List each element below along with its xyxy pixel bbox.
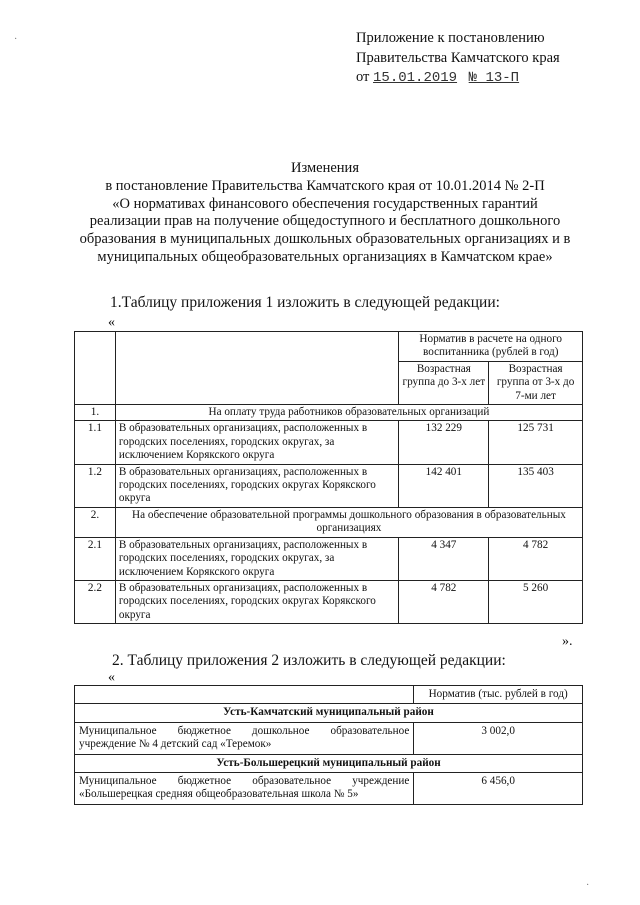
table1-header-empty-text bbox=[115, 332, 399, 405]
row-number: 2.2 bbox=[75, 580, 116, 623]
institution-name: Муниципальное бюджетное дошкольное образовательное учреждение № 4 детский сад «Теремок» bbox=[75, 722, 414, 754]
annex-date-line bbox=[356, 68, 626, 89]
table-row bbox=[75, 464, 583, 507]
institution-norm: 3 002,0 bbox=[414, 722, 583, 754]
table1-col-age-3-7: Возрастная группа от 3-х до 7-ми лет bbox=[489, 361, 583, 404]
table1-group-row bbox=[75, 507, 583, 537]
table2-district-row bbox=[75, 754, 583, 772]
district-title: Усть-Камчатский муниципальный район bbox=[75, 704, 583, 722]
annex-date: 15.01.2019 bbox=[373, 70, 458, 86]
table-row bbox=[75, 537, 583, 580]
row-number: 1.1 bbox=[75, 421, 116, 464]
annex-date-prefix: от bbox=[356, 69, 370, 85]
table-2 bbox=[74, 685, 583, 805]
row-text: В образовательных организациях, расположенных в городских поселениях, городских округах Корякского округа bbox=[115, 464, 399, 507]
table2-header-row bbox=[75, 686, 583, 704]
row-value-0-3: 4 782 bbox=[399, 580, 489, 623]
table1-header-empty-num bbox=[75, 332, 116, 405]
table1-header-row bbox=[75, 332, 583, 362]
table-row bbox=[75, 421, 583, 464]
title-heading: Изменения bbox=[291, 160, 359, 176]
annex-line-2: Правительства Камчатского края bbox=[356, 49, 560, 66]
row-text: В образовательных организациях, расположенных в городских поселениях, городских округах, за исключением Корякского округа bbox=[115, 421, 399, 464]
section1-open-quote: « bbox=[108, 315, 115, 330]
title-line-3: реализации прав на получение общедоступного и бесплатного дошкольного bbox=[89, 213, 561, 230]
table-1 bbox=[74, 331, 583, 624]
table-row bbox=[75, 580, 583, 623]
institution-name: Муниципальное бюджетное образовательное учреждение «Большерецкая средняя общеобразовательная школа № 5» bbox=[75, 773, 414, 805]
table1-norm-header: Норматив в расчете на одного воспитанника (рублей в год) bbox=[399, 332, 583, 362]
table-row bbox=[75, 773, 583, 805]
row-value-3-7: 4 782 bbox=[489, 537, 583, 580]
row-value-3-7: 135 403 bbox=[489, 464, 583, 507]
table2-header-empty bbox=[75, 686, 414, 704]
table2-district-row bbox=[75, 704, 583, 722]
table1-group-row bbox=[75, 405, 583, 421]
row-value-0-3: 4 347 bbox=[399, 537, 489, 580]
section1-heading: 1.Таблицу приложения 1 изложить в следующей редакции: bbox=[110, 294, 500, 311]
group-title: На оплату труда работников образовательных организаций bbox=[115, 405, 582, 421]
row-value-3-7: 125 731 bbox=[489, 421, 583, 464]
annex-line-1: Приложение к постановлению bbox=[356, 30, 545, 46]
scan-speck: · bbox=[586, 880, 590, 891]
title-line-2: «О нормативах финансового обеспечения государственных гарантий bbox=[112, 195, 538, 212]
row-text: В образовательных организациях, расположенных в городских поселениях, городских округах, за исключением Корякского округа bbox=[115, 537, 399, 580]
group-number: 1. bbox=[75, 405, 116, 421]
institution-norm: 6 456,0 bbox=[414, 773, 583, 805]
row-number: 1.2 bbox=[75, 464, 116, 507]
row-text: В образовательных организациях, расположенных в городских поселениях, городских округах Корякского округа bbox=[115, 580, 399, 623]
row-number: 2.1 bbox=[75, 537, 116, 580]
table-row bbox=[75, 722, 583, 754]
group-title: На обеспечение образовательной программы дошкольного образования в образовательных организациях bbox=[115, 507, 582, 537]
title-line-5: муниципальных общеобразовательных организациях в Камчатском крае» bbox=[97, 248, 553, 265]
annex-header bbox=[356, 29, 626, 89]
table1-col-age-0-3: Возрастная группа до 3-х лет bbox=[399, 361, 489, 404]
section1-close-quote: ». bbox=[562, 634, 573, 649]
title-line-1: в постановление Правительства Камчатского края от 10.01.2014 № 2-П bbox=[105, 177, 545, 194]
row-value-0-3: 132 229 bbox=[399, 421, 489, 464]
row-value-3-7: 5 260 bbox=[489, 580, 583, 623]
scan-speck: · bbox=[14, 34, 18, 45]
table2-norm-header: Норматив (тыс. рублей в год) bbox=[414, 686, 583, 704]
section2-heading: 2. Таблицу приложения 2 изложить в следующей редакции: bbox=[112, 652, 506, 669]
row-value-0-3: 142 401 bbox=[399, 464, 489, 507]
title-line-4: образования в муниципальных дошкольных образовательных организациях и в bbox=[79, 231, 571, 248]
section2-open-quote: « bbox=[108, 670, 115, 685]
annex-number: № 13-П bbox=[468, 70, 520, 86]
district-title: Усть-Большерецкий муниципальный район bbox=[75, 754, 583, 772]
document-title bbox=[40, 160, 610, 267]
group-number: 2. bbox=[75, 507, 116, 537]
